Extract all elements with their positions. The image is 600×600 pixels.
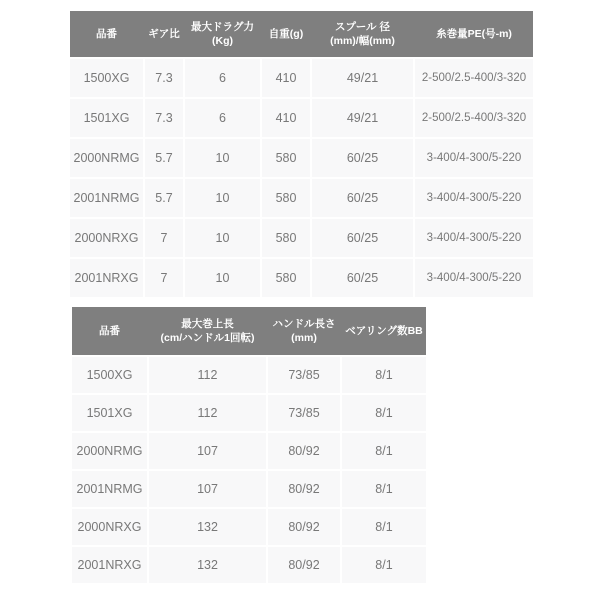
table-row	[72, 471, 426, 507]
cell-weight: 580	[262, 259, 310, 297]
column-header-model	[70, 27, 143, 41]
cell-handle-length: 80/92	[268, 433, 340, 469]
column-header-line: ベアリング数BB	[345, 325, 423, 337]
column-header-spool	[312, 20, 413, 48]
spec-table-main	[70, 11, 533, 297]
cell-bearings: 8/1	[342, 471, 426, 507]
column-header-line: ハンドル長さ	[272, 318, 336, 330]
cell-weight: 580	[262, 179, 310, 217]
table-row	[72, 357, 426, 393]
cell-model: 2001NRXG	[72, 547, 147, 583]
cell-retrieve-per-crank: 132	[149, 509, 266, 545]
cell-max-drag: 6	[185, 99, 260, 137]
cell-model: 1500XG	[72, 357, 147, 393]
spec-table-handle-header	[72, 307, 426, 355]
column-header-model	[72, 324, 147, 338]
table-row	[70, 259, 533, 297]
cell-gear-ratio: 5.7	[145, 179, 183, 217]
cell-line-capacity: 3-400/4-300/5-220	[415, 219, 533, 257]
cell-spool: 60/25	[312, 259, 413, 297]
cell-model: 2001NRXG	[70, 259, 143, 297]
cell-weight: 410	[262, 59, 310, 97]
table-row	[70, 139, 533, 177]
cell-line-capacity: 3-400/4-300/5-220	[415, 259, 533, 297]
column-header-line: ギア比	[148, 28, 180, 40]
cell-gear-ratio: 5.7	[145, 139, 183, 177]
table-row	[70, 219, 533, 257]
cell-weight: 580	[262, 139, 310, 177]
cell-bearings: 8/1	[342, 509, 426, 545]
column-header-line: 品番	[96, 28, 117, 40]
cell-spool: 49/21	[312, 59, 413, 97]
cell-weight: 410	[262, 99, 310, 137]
spec-table-handle	[72, 307, 426, 583]
cell-weight: 580	[262, 219, 310, 257]
column-header-gear-ratio	[145, 27, 183, 41]
cell-line-capacity: 3-400/4-300/5-220	[415, 179, 533, 217]
cell-handle-length: 80/92	[268, 471, 340, 507]
table-row	[72, 547, 426, 583]
cell-max-drag: 10	[185, 139, 260, 177]
cell-handle-length: 80/92	[268, 509, 340, 545]
column-header-line: (mm)/幅(mm)	[330, 35, 395, 47]
cell-bearings: 8/1	[342, 395, 426, 431]
cell-model: 1501XG	[70, 99, 143, 137]
cell-model: 2001NRMG	[70, 179, 143, 217]
cell-model: 2000NRXG	[72, 509, 147, 545]
cell-model: 2001NRMG	[72, 471, 147, 507]
cell-model: 2000NRMG	[70, 139, 143, 177]
cell-gear-ratio: 7	[145, 259, 183, 297]
column-header-weight	[262, 27, 310, 41]
cell-handle-length: 80/92	[268, 547, 340, 583]
cell-model: 1501XG	[72, 395, 147, 431]
table-row	[72, 509, 426, 545]
cell-retrieve-per-crank: 132	[149, 547, 266, 583]
cell-line-capacity: 2-500/2.5-400/3-320	[415, 59, 533, 97]
cell-retrieve-per-crank: 107	[149, 433, 266, 469]
column-header-handle-length	[268, 317, 340, 345]
column-header-line: 最大巻上長	[181, 318, 234, 330]
table-row	[70, 59, 533, 97]
cell-spool: 60/25	[312, 179, 413, 217]
cell-spool: 60/25	[312, 219, 413, 257]
cell-bearings: 8/1	[342, 547, 426, 583]
cell-model: 2000NRMG	[72, 433, 147, 469]
column-header-line: 最大ドラグ力	[191, 21, 254, 33]
cell-handle-length: 73/85	[268, 357, 340, 393]
cell-gear-ratio: 7	[145, 219, 183, 257]
column-header-bearings	[342, 324, 426, 338]
cell-bearings: 8/1	[342, 433, 426, 469]
cell-gear-ratio: 7.3	[145, 59, 183, 97]
cell-model: 2000NRXG	[70, 219, 143, 257]
cell-bearings: 8/1	[342, 357, 426, 393]
cell-retrieve-per-crank: 112	[149, 395, 266, 431]
table-row	[72, 433, 426, 469]
cell-spool: 60/25	[312, 139, 413, 177]
column-header-line: (Kg)	[212, 35, 233, 47]
table-row	[70, 179, 533, 217]
cell-model: 1500XG	[70, 59, 143, 97]
column-header-line: (cm/ハンドル1回転)	[160, 332, 255, 344]
cell-retrieve-per-crank: 107	[149, 471, 266, 507]
cell-gear-ratio: 7.3	[145, 99, 183, 137]
cell-line-capacity: 3-400/4-300/5-220	[415, 139, 533, 177]
cell-retrieve-per-crank: 112	[149, 357, 266, 393]
cell-max-drag: 10	[185, 219, 260, 257]
column-header-line: 糸巻量PE(号-m)	[436, 28, 512, 40]
spec-table-main-header	[70, 11, 533, 57]
cell-handle-length: 73/85	[268, 395, 340, 431]
column-header-line: 品番	[99, 325, 120, 337]
column-header-retrieve-per-crank	[149, 317, 266, 345]
cell-line-capacity: 2-500/2.5-400/3-320	[415, 99, 533, 137]
cell-max-drag: 6	[185, 59, 260, 97]
column-header-max-drag	[185, 20, 260, 48]
cell-max-drag: 10	[185, 259, 260, 297]
table-row	[72, 395, 426, 431]
table-row	[70, 99, 533, 137]
column-header-line: スプール 径	[335, 21, 390, 33]
column-header-line-capacity	[415, 27, 533, 41]
column-header-line: (mm)	[291, 332, 317, 344]
column-header-line: 自重(g)	[268, 28, 304, 40]
cell-max-drag: 10	[185, 179, 260, 217]
cell-spool: 49/21	[312, 99, 413, 137]
